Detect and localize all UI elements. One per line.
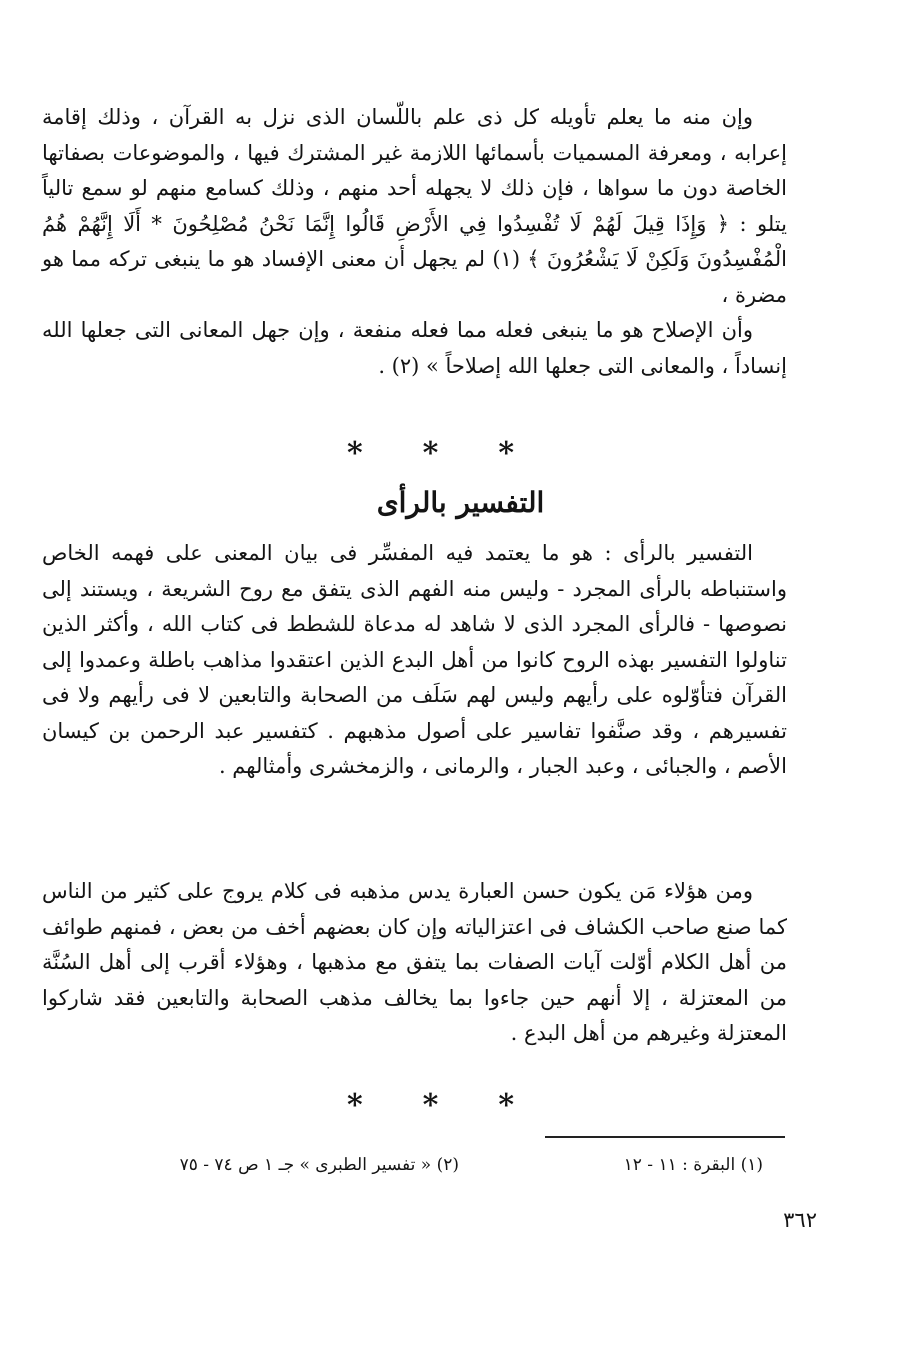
star-icon: * — [422, 436, 499, 471]
footnote-1: (١) البقرة : ١١ - ١٢ — [623, 1155, 763, 1175]
footnote-2: (٢) « تفسير الطبرى » جـ ١ ص ٧٤ - ٧٥ — [179, 1155, 459, 1175]
middle-text-block — [42, 536, 787, 785]
star-icon: * — [346, 1088, 423, 1123]
paragraph-definition: التفسير بالرأى : هو ما يعتمد فيه المفسِّر فى بيان المعنى على فهمه الخاص واستنباطه بالرأى المجرد - وليس منه الفهم الذى يتفق مع روح الشريعة ، ويستند إلى نصوصها - فالرأى المجرد الذى لا شاهد له مدعاة للشطط فى كتاب الله ، وأكثر الذين تناولوا التفسير بهذه الروح كانوا من أهل البدع الذين اعتقدوا مذاهب باطلة وعمدوا إلى القرآن فتأوّلوه على رأيهم وليس لهم سَلَف من الصحابة والتابعين لا فى رأيهم ولا فى تفسيرهم ، وقد صنَّفوا تفاسير على أصول مذهبهم . كتفسير عبد الرحمن بن كيسان الأصم ، والجبائى ، وعبد الجبار ، والرمانى ، والزمخشرى وأمثالهم . — [42, 541, 787, 778]
bottom-text-block — [42, 874, 787, 1052]
star-icon: * — [346, 436, 423, 471]
top-text-block — [42, 100, 787, 384]
paragraph-tabari-quote: وإن منه ما يعلم تأويله كل ذى علم باللّسان الذى نزل به القرآن ، وذلك إقامة إعرابه ، ومعرفة المسميات بأسمائها اللازمة غير المشترك فيها ، والموضوعات بصفاتها الخاصة دون ما سواها ، فإن ذلك لا يجهله أحد منهم ، وذلك كسامع منهم لو سمع تالياً يتلو : ﴿ وَإِذَا قِيلَ لَهُمْ لَا تُفْسِدُوا فِي الأَرْضِ قَالُوا إِنَّمَا نَحْنُ مُصْلِحُونَ * أَلَا إِنَّهُمْ هُمُ الْمُفْسِدُونَ وَلَكِنْ لَا يَشْعُرُونَ ﴾ (١) لم يجهل أن معنى الإفساد هو ما ينبغى تركه مما هو مضرة ، — [42, 105, 787, 307]
star-icon: * — [422, 1088, 499, 1123]
paragraph-islah: وأن الإصلاح هو ما ينبغى فعله مما فعله منفعة ، وإن جهل المعانى التى جعلها الله إنساداً ، والمعانى التى جعلها الله إصلاحاً » (٢) . — [42, 318, 787, 378]
star-icon: * — [498, 436, 575, 471]
section-separator-bottom — [0, 1088, 921, 1123]
section-heading: التفسير بالرأى — [376, 486, 545, 519]
star-icon: * — [498, 1088, 575, 1123]
section-separator-top — [0, 436, 921, 471]
footnote-divider — [545, 1136, 785, 1138]
page-number: ٣٦٢ — [783, 1208, 817, 1232]
paragraph-mutazila: ومن هؤلاء مَن يكون حسن العبارة يدس مذهبه فى كلام يروج على كثير من الناس كما صنع صاحب الكشاف فى اعتزالياته وإن كان بعضهم أخف من بعض ، فمنهم طوائف من أهل الكلام أوّلت آيات الصفات بما يتفق مع مذهبها ، وهؤلاء أقرب إلى أهل السُنَّة من المعتزلة ، إلا أنهم حين جاءوا بما يخالف مذهب الصحابة والتابعين فقد شاركوا المعتزلة وغيرهم من أهل البدع . — [42, 879, 787, 1045]
